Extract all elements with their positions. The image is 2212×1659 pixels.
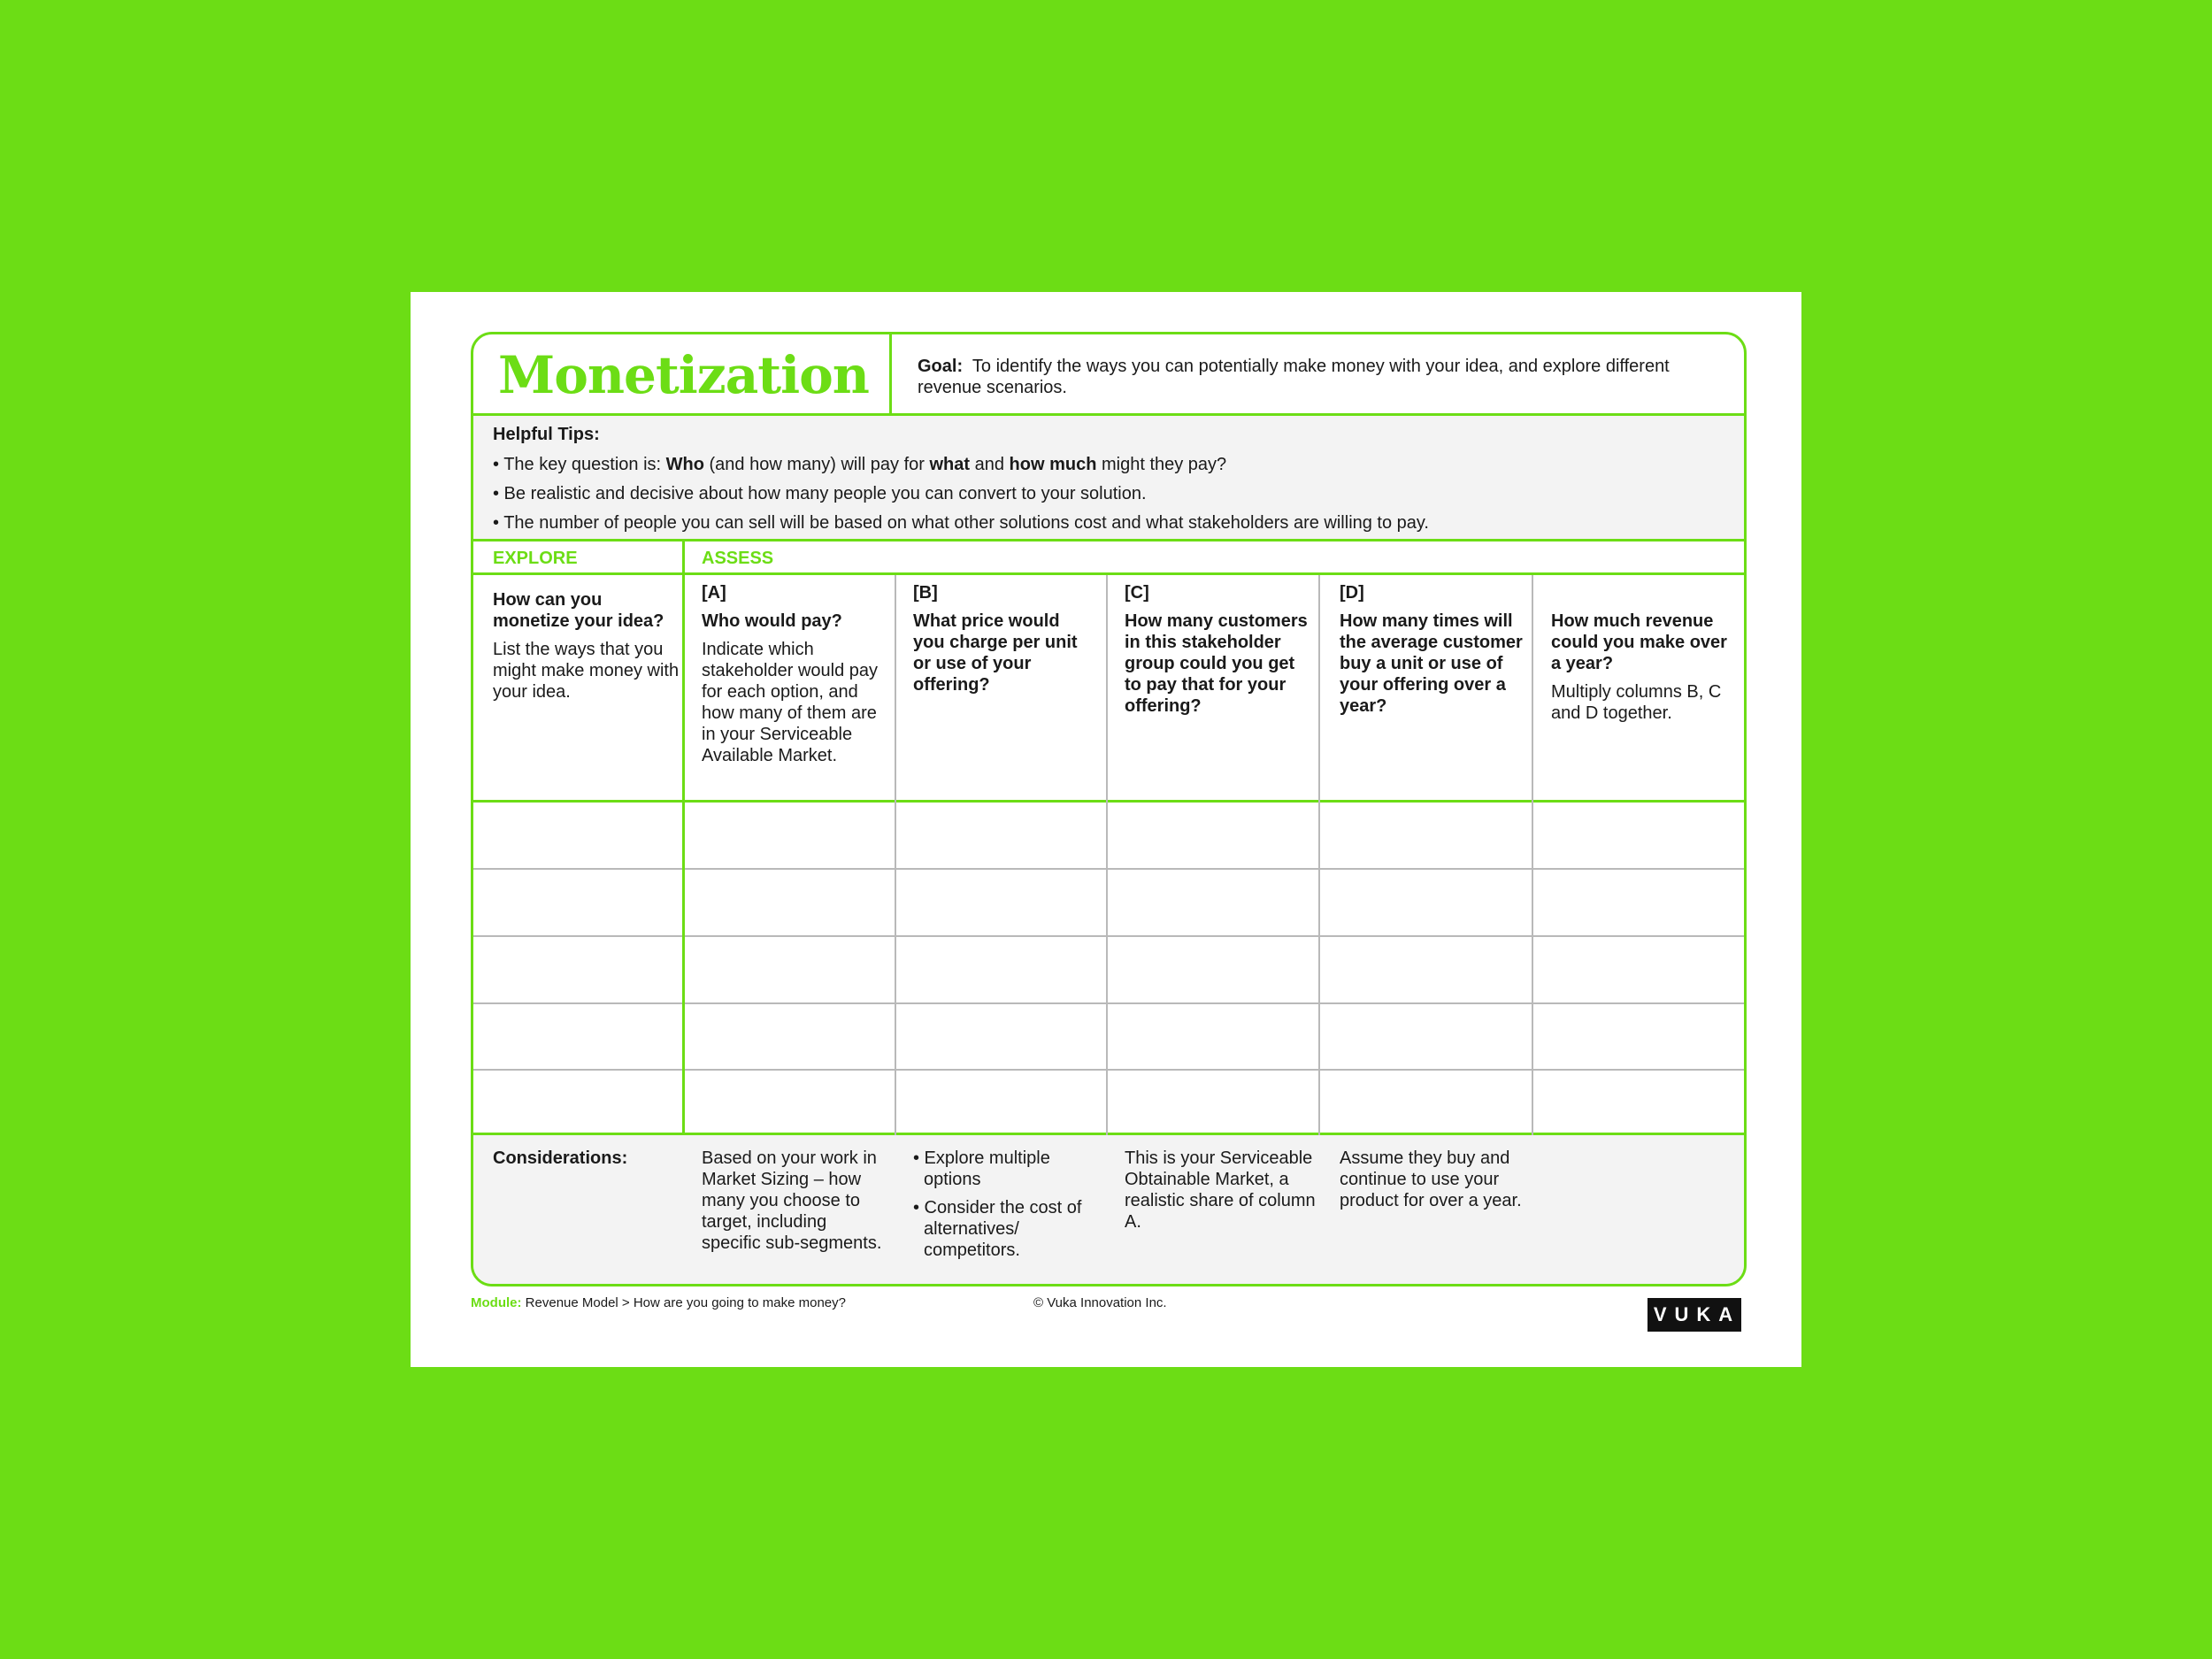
explore-label: EXPLORE xyxy=(493,549,578,568)
column-b xyxy=(913,582,1094,695)
consideration-b-item: • Explore multiple options xyxy=(913,1148,1050,1189)
column-explore xyxy=(493,589,683,703)
column-question: How can you monetize your idea? xyxy=(493,590,664,631)
considerations-label: Considerations: xyxy=(493,1148,628,1168)
tips-heading: Helpful Tips: xyxy=(493,425,600,444)
goal-text xyxy=(918,356,1723,398)
column-description: List the ways that you might make money with your idea. xyxy=(493,640,680,702)
grid-row-line xyxy=(473,1002,1744,1004)
column-code: [A] xyxy=(702,583,726,603)
column-question: How many customers in this stakeholder group could you get to pay that for your offering? xyxy=(1125,611,1308,716)
column-question: How much revenue could you make over a year? xyxy=(1551,611,1727,673)
module-footer xyxy=(471,1295,846,1310)
tip-3: • The number of people you can sell will be based on what other solutions cost and what stakeholders are willing to pay. xyxy=(493,513,1429,533)
column-code: [C] xyxy=(1125,583,1149,603)
tip-1-who: Who xyxy=(665,455,704,474)
consideration-a: Based on your work in Market Sizing – how many you choose to target, including specific sub-segments. xyxy=(702,1148,882,1253)
assess-label: ASSESS xyxy=(702,549,774,568)
divider xyxy=(473,800,1744,803)
tip-1-text: and xyxy=(970,455,1010,474)
goal-label: Goal: xyxy=(918,357,964,376)
tip-1-what: what xyxy=(929,455,971,474)
tip-1 xyxy=(493,455,1226,475)
column-d xyxy=(1340,582,1530,717)
worksheet-frame xyxy=(471,332,1747,1286)
tip-2: • Be realistic and decisive about how many people you can convert to your solution. xyxy=(493,484,1147,503)
helpful-tips xyxy=(473,416,1744,541)
column-description: Multiply columns B, C and D together. xyxy=(1551,682,1722,723)
column-c xyxy=(1125,582,1315,717)
worksheet-page xyxy=(411,292,1801,1367)
tip-1-how-much: how much xyxy=(1009,455,1097,474)
column-question: How many times will the average customer buy a unit or use of your offering over a year? xyxy=(1340,611,1523,716)
consideration-d: Assume they buy and continue to use your product for over a year. xyxy=(1340,1148,1522,1210)
column-headers xyxy=(473,575,1744,802)
column-description: Indicate which stakeholder would pay for each option, and how many of them are in your Serviceable Available Market. xyxy=(702,640,879,765)
header-divider xyxy=(889,334,892,416)
column-a xyxy=(702,582,887,766)
grid-row-line xyxy=(473,935,1744,937)
column-question: Who would pay? xyxy=(702,611,842,631)
consideration-b-item: • Consider the cost of alternatives/ competitors. xyxy=(913,1198,1082,1260)
module-label: Module: xyxy=(471,1295,522,1310)
column-code: [B] xyxy=(913,583,938,603)
column-question: What price would you charge per unit or use of your offering? xyxy=(913,611,1078,695)
tip-1-text: (and how many) will pay for xyxy=(703,455,930,474)
page-title: Monetization xyxy=(498,345,869,405)
consideration-b xyxy=(913,1148,1094,1261)
copyright: © Vuka Innovation Inc. xyxy=(1033,1295,1167,1310)
grid-row-line xyxy=(473,1069,1744,1071)
header-row xyxy=(473,334,1744,416)
section-labels xyxy=(473,541,1744,574)
column-revenue xyxy=(1551,611,1732,724)
vuka-logo: VUKA xyxy=(1647,1298,1741,1332)
goal-description: To identify the ways you can potentially make money with your idea, and explore different revenue scenarios. xyxy=(918,357,1670,397)
module-text: Revenue Model > How are you going to make money? xyxy=(525,1295,846,1310)
tip-1-text: might they pay? xyxy=(1096,455,1227,474)
column-code: [D] xyxy=(1340,583,1364,603)
consideration-c: This is your Serviceable Obtainable Market, a realistic share of column A. xyxy=(1125,1148,1316,1232)
considerations-row xyxy=(473,1135,1744,1284)
grid-row-line xyxy=(473,868,1744,870)
tip-1-text: • The key question is: xyxy=(493,455,666,474)
